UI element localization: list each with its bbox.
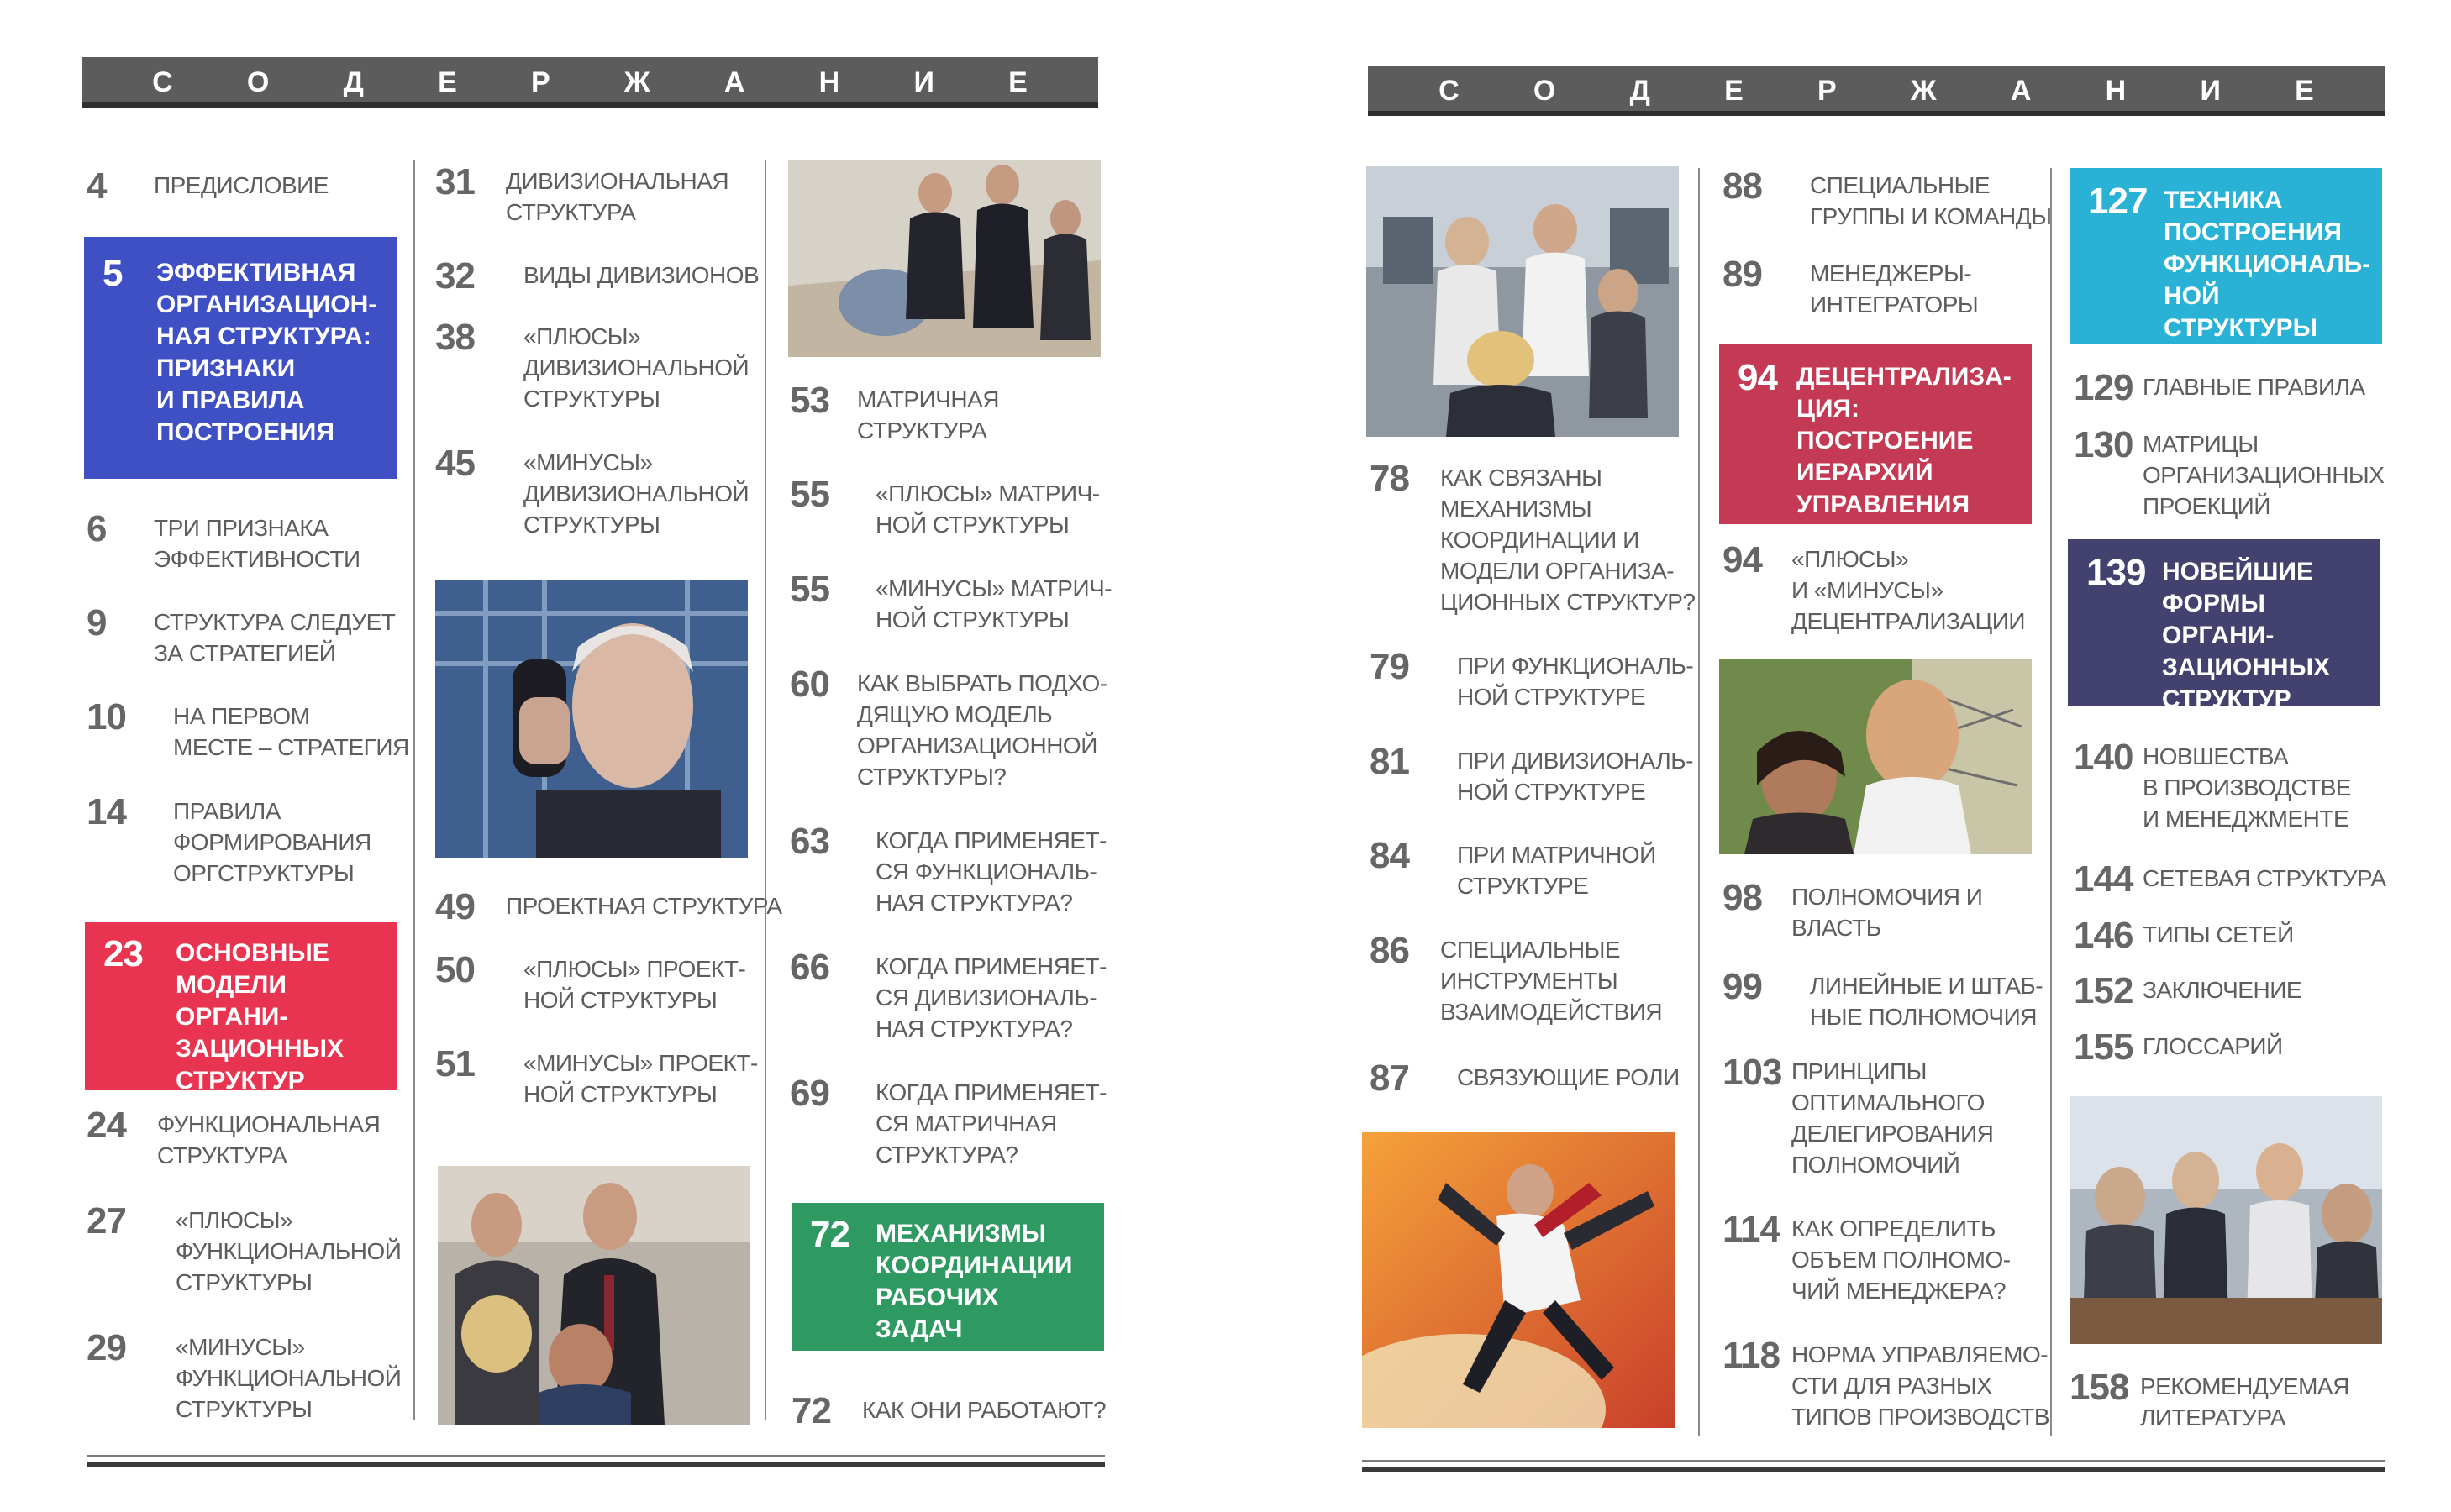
toc-entry[interactable]: [790, 666, 1107, 792]
toc-entry[interactable]: [1370, 460, 1696, 617]
photo-handshake: [788, 160, 1101, 357]
header-letter: А: [2010, 75, 2032, 107]
page-number: 114: [1723, 1209, 1780, 1250]
section-box[interactable]: [84, 237, 397, 479]
header-letter: Е: [1008, 66, 1028, 98]
page-number: 140: [2074, 737, 2133, 778]
toc-entry[interactable]: [790, 571, 1112, 635]
header-letter: Н: [2105, 75, 2127, 107]
page-number: 86: [1370, 930, 1409, 971]
page-number: 87: [1370, 1058, 1409, 1099]
page-number: 53: [790, 380, 829, 421]
header-letter: С: [152, 66, 173, 98]
header-letter: Е: [2295, 75, 2314, 107]
entry-title: ПРИ МАТРИЧНОЙ СТРУКТУРЕ: [1457, 842, 1656, 899]
entry-title: ПРОЕКТНАЯ СТРУКТУРА: [506, 893, 782, 919]
page-number: 49: [435, 886, 475, 927]
contents-header: [82, 66, 1098, 99]
toc-entry[interactable]: [87, 696, 409, 763]
toc-entry[interactable]: [1370, 743, 1693, 807]
page-number: 23: [103, 933, 143, 974]
section-box[interactable]: [2068, 539, 2380, 713]
header-letter: Д: [343, 66, 364, 98]
page-number: 66: [790, 947, 829, 988]
entry-title: ПРИНЦИПЫ ОПТИМАЛЬНОГО ДЕЛЕГИРОВАНИЯ ПОЛНОМОЧИЙ: [1791, 1058, 1994, 1178]
header-letter: А: [723, 66, 745, 98]
bottom-rule: [87, 1455, 1105, 1457]
entry-title: КОГДА ПРИМЕНЯЕТ- СЯ МАТРИЧНАЯ СТРУКТУРА?: [876, 1079, 1107, 1168]
toc-entry[interactable]: [1723, 879, 1982, 943]
toc-entry[interactable]: [1723, 256, 1978, 320]
section-title: МЕХАНИЗМЫ КООРДИНАЦИИ РАБОЧИХ ЗАДАЧ: [876, 1220, 1073, 1343]
header-letter: Н: [818, 66, 840, 98]
photo-business-meeting: [438, 1166, 750, 1425]
toc-entry[interactable]: [1723, 966, 2043, 1032]
page-number: 50: [435, 949, 475, 990]
entry-title: НОВШЕСТВА В ПРОИЗВОДСТВЕ И МЕНЕДЖМЕНТЕ: [2143, 743, 2352, 832]
entry-title: МАТРИЧНАЯ СТРУКТУРА: [857, 386, 999, 444]
entry-title: СЕТЕВАЯ СТРУКТУРА: [2143, 865, 2386, 891]
photo-meeting-table: [2070, 1096, 2382, 1344]
page-number: 10: [87, 696, 126, 738]
column-divider: [413, 160, 415, 1420]
header-letter: Д: [1629, 75, 1650, 107]
toc-entry[interactable]: [435, 255, 760, 297]
entry-title: КАК СВЯЗАНЫ МЕХАНИЗМЫ КООРДИНАЦИИ И МОДЕЛИ ОРГАНИЗА- ЦИОННЫХ СТРУКТУР?: [1440, 465, 1696, 615]
toc-entry[interactable]: [792, 1390, 1107, 1431]
entry-title: СВЯЗУЮЩИЕ РОЛИ: [1457, 1064, 1680, 1090]
toc-entry[interactable]: [1370, 648, 1693, 712]
section-box[interactable]: [85, 922, 397, 1095]
page-number: 158: [2070, 1367, 2129, 1408]
toc-entry[interactable]: [2074, 367, 2365, 408]
toc-entry[interactable]: [87, 602, 396, 669]
entry-title: КАК ОПРЕДЕЛИТЬ ОБЪЕМ ПОЛНОМО- ЧИЙ МЕНЕДЖЕРА?: [1791, 1215, 2011, 1304]
entry-title: СПЕЦИАЛЬНЫЕ ИНСТРУМЕНТЫ ВЗАИМОДЕЙСТВИЯ: [1440, 937, 1663, 1025]
entry-title: ТИПЫ СЕТЕЙ: [2143, 921, 2294, 948]
header-letter: Ж: [1910, 75, 1937, 107]
entry-title: ВИДЫ ДИВИЗИОНОВ: [523, 262, 760, 288]
section-box[interactable]: [792, 1203, 1104, 1351]
header-letter: И: [913, 66, 934, 98]
toc-entry[interactable]: [435, 161, 729, 228]
page-number: 29: [87, 1327, 126, 1368]
entry-title: ГЛАВНЫЕ ПРАВИЛА: [2143, 374, 2365, 400]
section-box[interactable]: [1719, 344, 2032, 524]
toc-entry[interactable]: [1370, 932, 1662, 1027]
toc-entry[interactable]: [2074, 858, 2386, 900]
entry-title: ЗАКЛЮЧЕНИЕ: [2143, 977, 2301, 1003]
photo-man-and-woman: [1719, 659, 2032, 854]
header-letter: О: [246, 66, 270, 98]
page-number: 81: [1370, 741, 1409, 782]
toc-entry[interactable]: [435, 445, 749, 540]
page-number: 5: [103, 253, 123, 294]
entry-title: НА ПЕРВОМ МЕСТЕ – СТРАТЕГИЯ: [173, 703, 409, 760]
toc-entry[interactable]: [790, 949, 1107, 1044]
page-number: 24: [87, 1105, 126, 1146]
bottom-rule: [1362, 1460, 2385, 1462]
section-box[interactable]: [2070, 168, 2382, 344]
photo-running-businessman: [1362, 1132, 1675, 1428]
toc-entry[interactable]: [2070, 1369, 2349, 1433]
section-title: ТЕХНИКА ПОСТРОЕНИЯ ФУНКЦИОНАЛЬ- НОЙ СТРУКТУРЫ: [2164, 186, 2371, 342]
toc-entry[interactable]: [2074, 739, 2351, 834]
right-page: [1225, 0, 2451, 1512]
page-number: 130: [2074, 424, 2133, 465]
header-letter: Р: [530, 66, 550, 98]
page-number: 27: [87, 1200, 126, 1242]
toc-entry[interactable]: [87, 165, 329, 207]
toc-entry[interactable]: [1723, 1211, 2011, 1306]
toc-entry[interactable]: [435, 949, 746, 1016]
header-letter: Ж: [623, 66, 650, 98]
header-letter: С: [1439, 75, 1460, 107]
page-number: 146: [2074, 915, 2133, 956]
entry-title: НОРМА УПРАВЛЯЕМО- СТИ ДЛЯ РАЗНЫХ ТИПОВ ПРОИЗВОДСТВ: [1791, 1341, 2050, 1430]
page-number: 78: [1370, 458, 1409, 499]
toc-entry[interactable]: [2074, 424, 2385, 522]
toc-entry[interactable]: [2074, 917, 2294, 954]
toc-entry[interactable]: [87, 1200, 402, 1298]
contents-header: [1368, 74, 2385, 108]
toc-entry[interactable]: [790, 1075, 1107, 1170]
page-number: 127: [2088, 181, 2148, 222]
page-number: 38: [435, 317, 475, 358]
page-number: 84: [1370, 835, 1409, 876]
entry-title: ФУНКЦИОНАЛЬНАЯ СТРУКТУРА: [157, 1111, 381, 1168]
toc-entry[interactable]: [1370, 837, 1656, 901]
entry-title: ПРЕДИСЛОВИЕ: [154, 172, 329, 198]
toc-entry[interactable]: [435, 886, 782, 927]
contents-header-bar: [82, 57, 1098, 108]
entry-title: ТРИ ПРИЗНАКА ЭФФЕКТИВНОСТИ: [154, 515, 360, 572]
header-letter: И: [2200, 75, 2221, 107]
section-title: ДЕЦЕНТРАЛИЗА- ЦИЯ: ПОСТРОЕНИЕ ИЕРАРХИЙ УПРАВЛЕНИЯ: [1796, 363, 2012, 518]
entry-title: «ПЛЮСЫ» ФУНКЦИОНАЛЬНОЙ СТРУКТУРЫ: [176, 1207, 402, 1295]
page-number: 32: [435, 255, 475, 297]
entry-title: МАТРИЦЫ ОРГАНИЗАЦИОННЫХ ПРОЕКЦИЙ: [2143, 431, 2385, 519]
toc-entry[interactable]: [87, 508, 360, 575]
toc-entry[interactable]: [435, 1043, 758, 1110]
toc-entry[interactable]: [790, 823, 1107, 918]
photo-businessman-phone: [435, 580, 748, 858]
toc-entry[interactable]: [435, 319, 749, 414]
header-letter: Е: [1724, 75, 1744, 107]
page-number: 31: [435, 161, 475, 202]
entry-title: ПОЛНОМОЧИЯ И ВЛАСТЬ: [1791, 884, 1983, 941]
page-number: 79: [1370, 646, 1409, 687]
page-number: 88: [1723, 165, 1762, 207]
page-number: 98: [1723, 877, 1762, 918]
entry-title: РЕКОМЕНДУЕМАЯ ЛИТЕРАТУРА: [2140, 1373, 2349, 1431]
page-number: 51: [435, 1043, 475, 1084]
page-number: 103: [1723, 1052, 1782, 1093]
entry-title: ГЛОССАРИЙ: [2143, 1033, 2283, 1059]
entry-title: ЛИНЕЙНЫЕ И ШТАБ- НЫЕ ПОЛНОМОЧИЯ: [1810, 973, 2043, 1030]
toc-entry[interactable]: [87, 1107, 380, 1171]
toc-entry[interactable]: [87, 791, 371, 889]
left-page: [0, 0, 1225, 1512]
entry-title: КОГДА ПРИМЕНЯЕТ- СЯ ДИВИЗИОНАЛЬ- НАЯ СТРУКТУРА?: [876, 953, 1107, 1042]
section-title: ЭФФЕКТИВНАЯ ОРГАНИЗАЦИОН- НАЯ СТРУКТУРА: ПРИЗНАКИ И ПРАВИЛА ПОСТРОЕНИЯ: [156, 259, 377, 446]
entry-title: ДИВИЗИОНАЛЬНАЯ СТРУКТУРА: [506, 168, 729, 225]
bottom-rule: [87, 1462, 1105, 1467]
page-number: 72: [810, 1214, 849, 1255]
entry-title: «ПЛЮСЫ» И «МИНУСЫ» ДЕЦЕНТРАЛИЗАЦИИ: [1791, 546, 2025, 634]
page-number: 99: [1723, 966, 1762, 1007]
page-number: 139: [2086, 552, 2146, 593]
contents-header-bar: [1368, 66, 2385, 116]
page-number: 55: [790, 474, 829, 515]
page-number: 129: [2074, 367, 2133, 408]
entry-title: «МИНУСЫ» ФУНКЦИОНАЛЬНОЙ СТРУКТУРЫ: [176, 1334, 402, 1422]
entry-title: СПЕЦИАЛЬНЫЕ ГРУППЫ И КОМАНДЫ: [1810, 172, 2052, 229]
column-divider: [1698, 168, 1700, 1436]
toc-entry[interactable]: [1723, 1337, 2049, 1432]
entry-title: «МИНУСЫ» МАТРИЧ- НОЙ СТРУКТУРЫ: [876, 575, 1112, 633]
toc-entry[interactable]: [790, 382, 999, 446]
entry-title: ПРИ ФУНКЦИОНАЛЬ- НОЙ СТРУКТУРЕ: [1457, 653, 1694, 710]
page-number: 118: [1723, 1335, 1780, 1376]
bottom-rule: [1362, 1467, 2385, 1472]
entry-title: «ПЛЮСЫ» ДИВИЗИОНАЛЬНОЙ СТРУКТУРЫ: [523, 323, 750, 412]
entry-title: «МИНУСЫ» ПРОЕКТ- НОЙ СТРУКТУРЫ: [523, 1050, 758, 1107]
toc-entry[interactable]: [1723, 539, 2025, 637]
page-number: 152: [2074, 970, 2133, 1011]
photo-office-team: [1366, 166, 1679, 437]
page-number: 89: [1723, 254, 1762, 295]
page-number: 55: [790, 569, 829, 610]
page-number: 14: [87, 791, 126, 832]
page-number: 72: [792, 1390, 831, 1431]
page-number: 69: [790, 1073, 829, 1114]
toc-entry[interactable]: [790, 476, 1100, 540]
entry-title: ПРАВИЛА ФОРМИРОВАНИЯ ОРГСТРУКТУРЫ: [173, 798, 371, 886]
column-divider: [765, 160, 766, 1420]
entry-title: «ПЛЮСЫ» ПРОЕКТ- НОЙ СТРУКТУРЫ: [523, 956, 746, 1013]
header-letter: О: [1533, 75, 1556, 107]
entry-title: «ПЛЮСЫ» МАТРИЧ- НОЙ СТРУКТУРЫ: [876, 480, 1100, 538]
page-number: 60: [790, 664, 829, 705]
toc-entry[interactable]: [2074, 1026, 2283, 1068]
page-number: 94: [1738, 357, 1777, 398]
section-title: НОВЕЙШИЕ ФОРМЫ ОРГАНИ- ЗАЦИОННЫХ СТРУКТУР: [2162, 558, 2330, 713]
page-number: 45: [435, 443, 475, 484]
entry-title: КАК ОНИ РАБОТАЮТ?: [862, 1397, 1107, 1423]
page-number: 155: [2074, 1026, 2133, 1068]
toc-entry[interactable]: [1370, 1060, 1680, 1097]
entry-title: КАК ВЫБРАТЬ ПОДХО- ДЯЩУЮ МОДЕЛЬ ОРГАНИЗАЦИОННОЙ СТРУКТУРЫ?: [857, 670, 1107, 790]
page-number: 4: [87, 165, 107, 207]
toc-entry[interactable]: [2074, 970, 2301, 1011]
column-divider: [2050, 168, 2052, 1436]
entry-title: ПРИ ДИВИЗИОНАЛЬ- НОЙ СТРУКТУРЕ: [1457, 748, 1693, 805]
page-number: 144: [2074, 858, 2133, 900]
toc-entry[interactable]: [87, 1327, 402, 1425]
entry-title: «МИНУСЫ» ДИВИЗИОНАЛЬНОЙ СТРУКТУРЫ: [523, 449, 750, 538]
page-number: 94: [1723, 539, 1762, 580]
toc-entry[interactable]: [1723, 165, 2052, 232]
entry-title: КОГДА ПРИМЕНЯЕТ- СЯ ФУНКЦИОНАЛЬ- НАЯ СТРУКТУРА?: [876, 827, 1107, 916]
entry-title: МЕНЕДЖЕРЫ- ИНТЕГРАТОРЫ: [1810, 260, 1979, 318]
toc-entry[interactable]: [1723, 1054, 1993, 1180]
page-number: 63: [790, 821, 829, 862]
header-letter: Р: [1817, 75, 1837, 107]
header-letter: Е: [438, 66, 457, 98]
page-number: 9: [87, 602, 107, 643]
entry-title: СТРУКТУРА СЛЕДУЕТ ЗА СТРАТЕГИЕЙ: [154, 609, 396, 666]
section-title: ОСНОВНЫЕ МОДЕЛИ ОРГАНИ- ЗАЦИОННЫХ СТРУКТУР: [176, 939, 344, 1095]
page-number: 6: [87, 508, 107, 549]
